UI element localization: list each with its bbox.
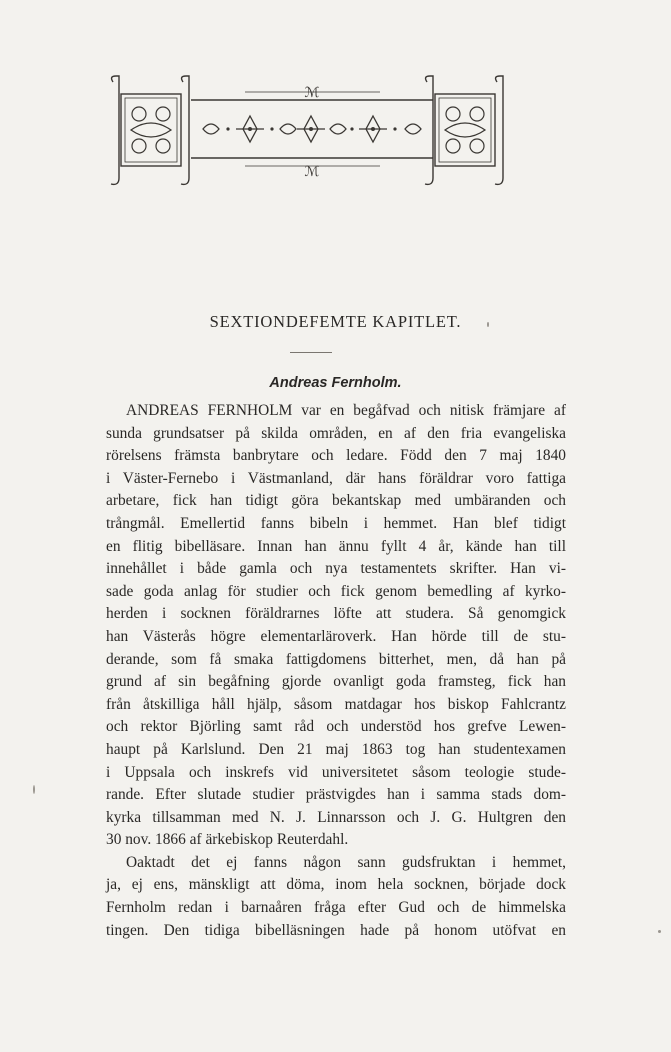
text-line: ja, ej ens, mänskligt att döma, inom hela socknen, började dock [106, 876, 566, 894]
text-line: han Västerås högre elementarläroverk. Han hörde till de stu- [106, 627, 566, 645]
text-line: derande, som få smaka fattigdomens bitterhet, men, då han på [106, 650, 566, 668]
text-line: Oaktadt det ej fanns någon sann gudsfruktan i hemmet, [126, 853, 566, 871]
text-line: rörelsens främsta banbrytare och ledare. Född den 7 maj 1840 [106, 447, 566, 465]
text-line: kyrka tillsamman med N. J. Linnarsson och J. G. Hultgren den [106, 808, 566, 826]
text-line: herden i socknen föräldrarnes löfte att studera. Så genomgick [106, 605, 566, 623]
chapter-subtitle: Andreas Fernholm. [269, 375, 402, 391]
text-line: rande. Efter slutade studier prästvigdes han i samma stads dom- [106, 786, 566, 804]
body-text [106, 400, 566, 942]
paper-speck [487, 322, 489, 327]
text-line: från åtskilliga håll hjälp, såsom matdagar hos biskop Fahlcrantz [106, 695, 566, 713]
title-divider [290, 352, 332, 353]
ornament-bottom-flourish: ℳ [304, 164, 320, 180]
chapter-title: SEXTIONDEFEMTE KAPITLET. [209, 312, 462, 331]
text-line: och rektor Björling samt råd och understöd hos grefve Lewen- [106, 718, 566, 736]
name-small-caps: ANDREAS FERNHOLM [126, 402, 293, 419]
text-line: haupt på Karlslund. Den 21 maj 1863 tog han studentexamen [106, 740, 566, 758]
text-line: Fernholm redan i barnaåren fråga efter Gud och de himmelska [106, 899, 566, 917]
paper-speck [658, 930, 661, 933]
text-line: sunda grundsatser på skilda områden, en af den fria evangeliska [106, 424, 566, 442]
text-line: sade goda anlag för studier och fick genom bemedling af kyrko- [106, 582, 566, 600]
text-line: innehållet i både gamla och nya testamentets skrifter. Han vi- [106, 560, 566, 578]
ornament-svg [105, 70, 515, 195]
text-line: en flitig bibelläsare. Innan han ännu fyllt 4 år, kände han till [106, 537, 566, 555]
line-continuation: var en begåfvad och nitisk främjare af [292, 402, 566, 419]
text-line: 30 nov. 1866 af ärkebiskop Reuterdahl. [106, 831, 349, 849]
text-line: i Uppsala och inskrefs vid universitetet såsom teologie stude- [106, 763, 566, 781]
ornamental-header [105, 70, 515, 195]
ornament-top-flourish: ℳ [304, 85, 320, 101]
text-line [106, 400, 566, 423]
text-line: grund af sin begåfning gjorde ovanligt goda framsteg, fick han [106, 673, 566, 691]
text-line: arbetare, fick han tidigt göra bekantskap med umbäranden och [106, 492, 566, 510]
paper-speck [33, 785, 35, 794]
text-line: tingen. Den tidiga bibelläsningen hade på honom utöfvat en [106, 921, 566, 939]
text-line: i Väster-Fernebo i Västmanland, där hans föräldrar voro fattiga [106, 469, 566, 487]
text-line: trångmål. Emellertid fanns bibeln i hemmet. Han blef tidigt [106, 514, 566, 532]
